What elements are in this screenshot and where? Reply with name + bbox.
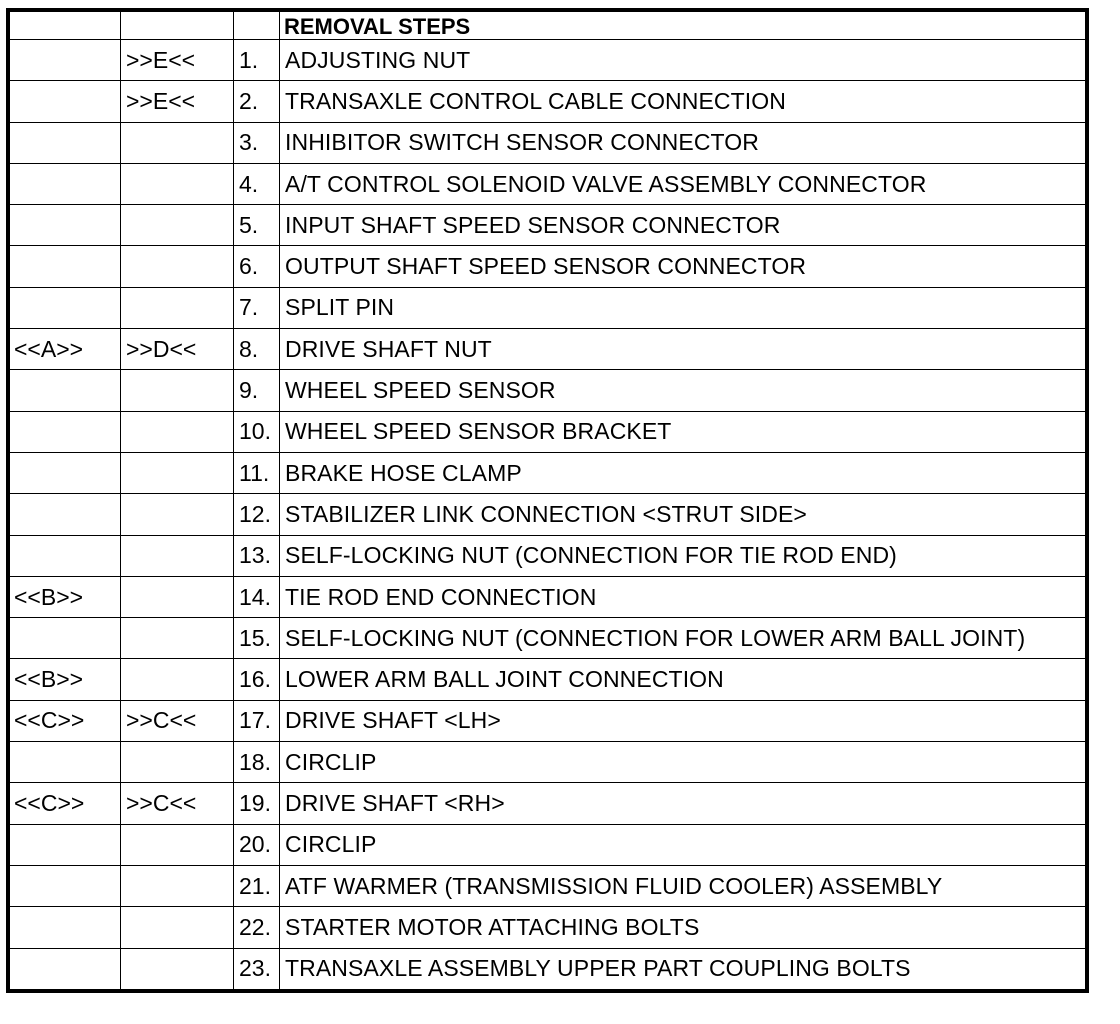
step-number-cell: 18.: [234, 742, 280, 783]
removal-steps-table: [9, 11, 1086, 990]
removal-note-cell: [10, 452, 121, 493]
header-step-number: [234, 12, 280, 40]
step-description-cell: LOWER ARM BALL JOINT CONNECTION: [280, 659, 1086, 700]
removal-note-cell: [10, 618, 121, 659]
table-row: [10, 700, 1086, 741]
step-number-cell: 17.: [234, 700, 280, 741]
installation-note-cell: [121, 576, 234, 617]
removal-note-cell: <<C>>: [10, 700, 121, 741]
table-row: [10, 659, 1086, 700]
step-number-cell: 16.: [234, 659, 280, 700]
step-number-cell: 19.: [234, 783, 280, 824]
step-description-cell: DRIVE SHAFT NUT: [280, 329, 1086, 370]
table-row: [10, 618, 1086, 659]
table-body: [10, 40, 1086, 990]
installation-note-cell: [121, 659, 234, 700]
step-description-cell: TRANSAXLE CONTROL CABLE CONNECTION: [280, 81, 1086, 122]
removal-note-cell: [10, 824, 121, 865]
step-description-cell: INHIBITOR SWITCH SENSOR CONNECTOR: [280, 122, 1086, 163]
installation-note-cell: [121, 865, 234, 906]
table-row: [10, 452, 1086, 493]
installation-note-cell: >>D<<: [121, 329, 234, 370]
table-row: [10, 81, 1086, 122]
step-description-cell: OUTPUT SHAFT SPEED SENSOR CONNECTOR: [280, 246, 1086, 287]
table-row: [10, 287, 1086, 328]
table-row: [10, 742, 1086, 783]
removal-steps-sheet: [6, 8, 1089, 993]
installation-note-cell: [121, 494, 234, 535]
header-installation-note: [121, 12, 234, 40]
step-number-cell: 21.: [234, 865, 280, 906]
step-description-cell: WHEEL SPEED SENSOR: [280, 370, 1086, 411]
table-row: [10, 411, 1086, 452]
table-header-row: [10, 12, 1086, 40]
removal-note-cell: <<C>>: [10, 783, 121, 824]
step-number-cell: 3.: [234, 122, 280, 163]
removal-note-cell: <<B>>: [10, 659, 121, 700]
removal-note-cell: [10, 742, 121, 783]
table-row: [10, 205, 1086, 246]
step-number-cell: 23.: [234, 948, 280, 989]
step-number-cell: 15.: [234, 618, 280, 659]
removal-note-cell: [10, 122, 121, 163]
table-row: [10, 576, 1086, 617]
step-number-cell: 10.: [234, 411, 280, 452]
removal-note-cell: [10, 163, 121, 204]
step-number-cell: 12.: [234, 494, 280, 535]
installation-note-cell: [121, 122, 234, 163]
header-removal-note: [10, 12, 121, 40]
step-description-cell: WHEEL SPEED SENSOR BRACKET: [280, 411, 1086, 452]
installation-note-cell: [121, 246, 234, 287]
table-row: [10, 494, 1086, 535]
removal-note-cell: [10, 246, 121, 287]
table-row: [10, 370, 1086, 411]
step-description-cell: STARTER MOTOR ATTACHING BOLTS: [280, 907, 1086, 948]
removal-note-cell: [10, 81, 121, 122]
step-description-cell: DRIVE SHAFT <LH>: [280, 700, 1086, 741]
removal-note-cell: [10, 287, 121, 328]
step-description-cell: ATF WARMER (TRANSMISSION FLUID COOLER) ASSEMBLY: [280, 865, 1086, 906]
installation-note-cell: [121, 824, 234, 865]
installation-note-cell: [121, 948, 234, 989]
removal-note-cell: <<A>>: [10, 329, 121, 370]
step-number-cell: 1.: [234, 40, 280, 81]
removal-note-cell: [10, 411, 121, 452]
step-description-cell: STABILIZER LINK CONNECTION <STRUT SIDE>: [280, 494, 1086, 535]
step-description-cell: TIE ROD END CONNECTION: [280, 576, 1086, 617]
step-description-cell: CIRCLIP: [280, 742, 1086, 783]
installation-note-cell: [121, 370, 234, 411]
step-number-cell: 20.: [234, 824, 280, 865]
step-number-cell: 5.: [234, 205, 280, 246]
installation-note-cell: [121, 535, 234, 576]
table-row: [10, 865, 1086, 906]
installation-note-cell: [121, 411, 234, 452]
removal-note-cell: [10, 865, 121, 906]
removal-note-cell: [10, 370, 121, 411]
table-row: [10, 329, 1086, 370]
removal-note-cell: [10, 205, 121, 246]
step-description-cell: A/T CONTROL SOLENOID VALVE ASSEMBLY CONNECTOR: [280, 163, 1086, 204]
step-number-cell: 6.: [234, 246, 280, 287]
table-row: [10, 122, 1086, 163]
step-number-cell: 4.: [234, 163, 280, 204]
installation-note-cell: [121, 205, 234, 246]
installation-note-cell: [121, 287, 234, 328]
step-description-cell: ADJUSTING NUT: [280, 40, 1086, 81]
step-description-cell: SELF-LOCKING NUT (CONNECTION FOR LOWER ARM BALL JOINT): [280, 618, 1086, 659]
removal-note-cell: [10, 948, 121, 989]
table-row: [10, 907, 1086, 948]
header-removal-steps: REMOVAL STEPS: [280, 12, 1086, 40]
removal-note-cell: [10, 40, 121, 81]
step-number-cell: 14.: [234, 576, 280, 617]
step-description-cell: BRAKE HOSE CLAMP: [280, 452, 1086, 493]
table-row: [10, 246, 1086, 287]
table-row: [10, 40, 1086, 81]
step-number-cell: 8.: [234, 329, 280, 370]
installation-note-cell: [121, 742, 234, 783]
installation-note-cell: >>E<<: [121, 40, 234, 81]
table-row: [10, 948, 1086, 989]
removal-note-cell: <<B>>: [10, 576, 121, 617]
removal-note-cell: [10, 494, 121, 535]
step-number-cell: 11.: [234, 452, 280, 493]
installation-note-cell: >>E<<: [121, 81, 234, 122]
step-description-cell: SELF-LOCKING NUT (CONNECTION FOR TIE ROD END): [280, 535, 1086, 576]
installation-note-cell: [121, 907, 234, 948]
installation-note-cell: [121, 618, 234, 659]
step-description-cell: INPUT SHAFT SPEED SENSOR CONNECTOR: [280, 205, 1086, 246]
step-description-cell: TRANSAXLE ASSEMBLY UPPER PART COUPLING BOLTS: [280, 948, 1086, 989]
removal-note-cell: [10, 535, 121, 576]
table-row: [10, 163, 1086, 204]
installation-note-cell: >>C<<: [121, 783, 234, 824]
table-row: [10, 824, 1086, 865]
table-row: [10, 783, 1086, 824]
step-number-cell: 9.: [234, 370, 280, 411]
step-description-cell: SPLIT PIN: [280, 287, 1086, 328]
step-number-cell: 13.: [234, 535, 280, 576]
step-number-cell: 22.: [234, 907, 280, 948]
step-number-cell: 7.: [234, 287, 280, 328]
step-number-cell: 2.: [234, 81, 280, 122]
step-description-cell: CIRCLIP: [280, 824, 1086, 865]
installation-note-cell: [121, 452, 234, 493]
installation-note-cell: >>C<<: [121, 700, 234, 741]
table-row: [10, 535, 1086, 576]
step-description-cell: DRIVE SHAFT <RH>: [280, 783, 1086, 824]
installation-note-cell: [121, 163, 234, 204]
removal-note-cell: [10, 907, 121, 948]
